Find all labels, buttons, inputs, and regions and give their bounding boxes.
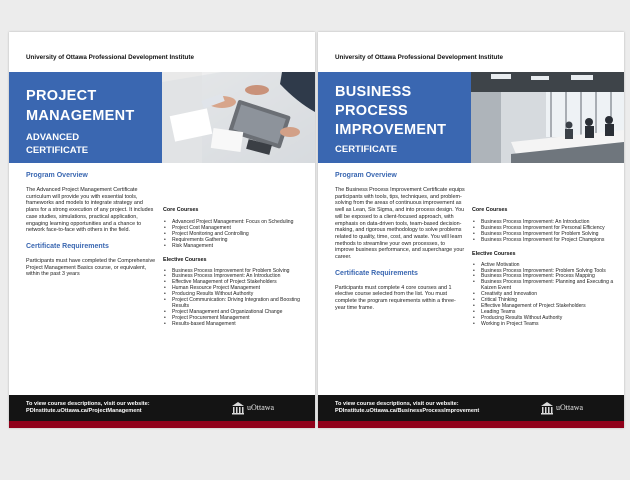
core-courses-list [163, 220, 305, 250]
uottawa-logo [231, 401, 303, 415]
list-item: • Business Process Improvement: Process Mapping [472, 274, 614, 280]
footer [9, 395, 315, 421]
accent-bar [9, 421, 315, 428]
right-column [472, 207, 614, 328]
list-item: • Project Communication: Driving Integration and Boosting Results [163, 298, 305, 310]
subtitle-line: CERTIFICATE [335, 144, 398, 155]
accent-bar [318, 421, 624, 428]
program-overview-text: The Business Process Improvement Certificate equips participants with tools, tips, techniques, and problem-solving from the areas of continuous improvement as well as Lean, Six Sigma, and into process design. You will be exposed to a client-focused approach, with emphasis on data-driven tools, team-based decision-making, and rigorous methodology to solve problems related to quality, time, cost, and waste. You will learn methods to streamline your own processes, to improve business performance, and supercharge your career. [335, 187, 465, 261]
uottawa-logo [540, 401, 612, 415]
elective-courses-heading: Elective Courses [472, 250, 516, 257]
title-line: BUSINESS [335, 84, 412, 100]
office-photo [471, 72, 624, 163]
institute-name: University of Ottawa Professional Development Institute [26, 54, 194, 61]
list-item: • Business Process Improvement: An Introduction [163, 274, 305, 280]
page-project-management [9, 32, 315, 428]
banner-title-block [9, 72, 162, 163]
list-item: • Project Monitoring and Controlling [163, 232, 305, 238]
list-item: • Business Process Improvement for Project Champions [472, 238, 614, 244]
list-item: • Human Resource Project Management [163, 286, 305, 292]
list-item: • Business Process Improvement: An Introduction [472, 220, 614, 226]
program-overview-text: The Advanced Project Management Certificate curriculum will provide you with essential tools, frameworks and models to integrate strategy and plans for a strong execution of any project. It includes case studies, simulations, practical application, engaging learning opportunities and a chance to network face-to-face with others in the field. [26, 187, 154, 234]
elective-courses-heading: Elective Courses [163, 256, 207, 263]
right-column [163, 207, 305, 328]
list-item: • Effective Management of Project Stakeholders [472, 304, 614, 310]
banner [9, 72, 315, 163]
list-item: • Producing Results Without Authority [163, 292, 305, 298]
certificate-requirements-text: Participants must have completed the Comprehensive Project Management Basics course, or equivalent, within the past 3 years [26, 257, 156, 278]
list-item: • Results-based Management [163, 322, 305, 328]
subtitle-line: ADVANCED [26, 132, 80, 143]
banner [318, 72, 624, 163]
certificate-requirements-heading: Certificate Requirements [26, 242, 109, 250]
list-item: • Business Process Improvement for Problem Solving [472, 232, 614, 238]
list-item: • Critical Thinking [472, 298, 614, 304]
subtitle-line: CERTIFICATE [26, 145, 89, 156]
website-link[interactable]: PDInstitute.uOttawa.ca/BusinessProcessImprovement [335, 408, 480, 415]
list-item: • Active Motivation [472, 263, 614, 269]
core-courses-heading: Core Courses [472, 207, 508, 213]
certificate-requirements-text: Participants must complete 4 core courses and 1 elective course selected from the list. You must complete the program requirements within a three-year time frame. [335, 284, 456, 311]
list-item: • Advanced Project Management: Focus on Scheduling [163, 220, 305, 226]
left-column [26, 172, 156, 278]
list-item: • Requirements Gathering [163, 238, 305, 244]
list-item: • Producing Results Without Authority [472, 316, 614, 322]
logo-wordmark: uOttawa [556, 403, 584, 412]
elective-courses-list [472, 263, 614, 328]
list-item: • Project Procurement Management [163, 316, 305, 322]
logo-wordmark: uOttawa [247, 403, 275, 412]
list-item: • Working in Project Teams [472, 322, 614, 328]
list-item: • Leading Teams [472, 310, 614, 316]
page-business-process-improvement [318, 32, 624, 428]
institute-name: University of Ottawa Professional Development Institute [335, 54, 503, 61]
banner-title-block [318, 72, 471, 163]
footer-text [335, 401, 535, 415]
photo-hands-laptop [162, 72, 315, 163]
left-column [335, 172, 465, 312]
title-line: PROJECT [26, 88, 97, 104]
title-line: PROCESS [335, 103, 409, 119]
list-item: • Creativity and Innovation [472, 292, 614, 298]
core-courses-list [472, 220, 614, 244]
elective-courses-list [163, 269, 305, 328]
footer-caption: To view course descriptions, visit our website: [335, 401, 459, 407]
list-item: • Business Process Improvement for Problem Solving [163, 269, 305, 275]
title-line: IMPROVEMENT [335, 122, 447, 138]
university-crest-icon [231, 401, 245, 415]
core-courses-heading: Core Courses [163, 207, 199, 213]
certificate-requirements-heading: Certificate Requirements [335, 269, 418, 277]
footer-text [26, 401, 226, 415]
list-item: • Risk Management [163, 244, 305, 250]
photo-conference-room [471, 72, 624, 163]
footer [318, 395, 624, 421]
program-overview-heading: Program Overview [26, 172, 88, 179]
list-item: • Project Management and Organizational Change [163, 310, 305, 316]
list-item: • Effective Management of Project Stakeholders [163, 280, 305, 286]
university-crest-icon [540, 401, 554, 415]
list-item: • Project Cost Management [163, 226, 305, 232]
title-line: MANAGEMENT [26, 108, 135, 124]
footer-caption: To view course descriptions, visit our website: [26, 401, 150, 407]
list-item: • Business Process Improvement: Problem Solving Tools [472, 269, 614, 275]
meeting-photo [162, 72, 315, 163]
website-link[interactable]: PDInstitute.uOttawa.ca/ProjectManagement [26, 408, 142, 415]
list-item: • Business Process Improvement: Planning and Executing a Kaizen Event [472, 280, 614, 292]
program-overview-heading: Program Overview [335, 172, 397, 179]
list-item: • Business Process Improvement for Personal Efficiency [472, 226, 614, 232]
